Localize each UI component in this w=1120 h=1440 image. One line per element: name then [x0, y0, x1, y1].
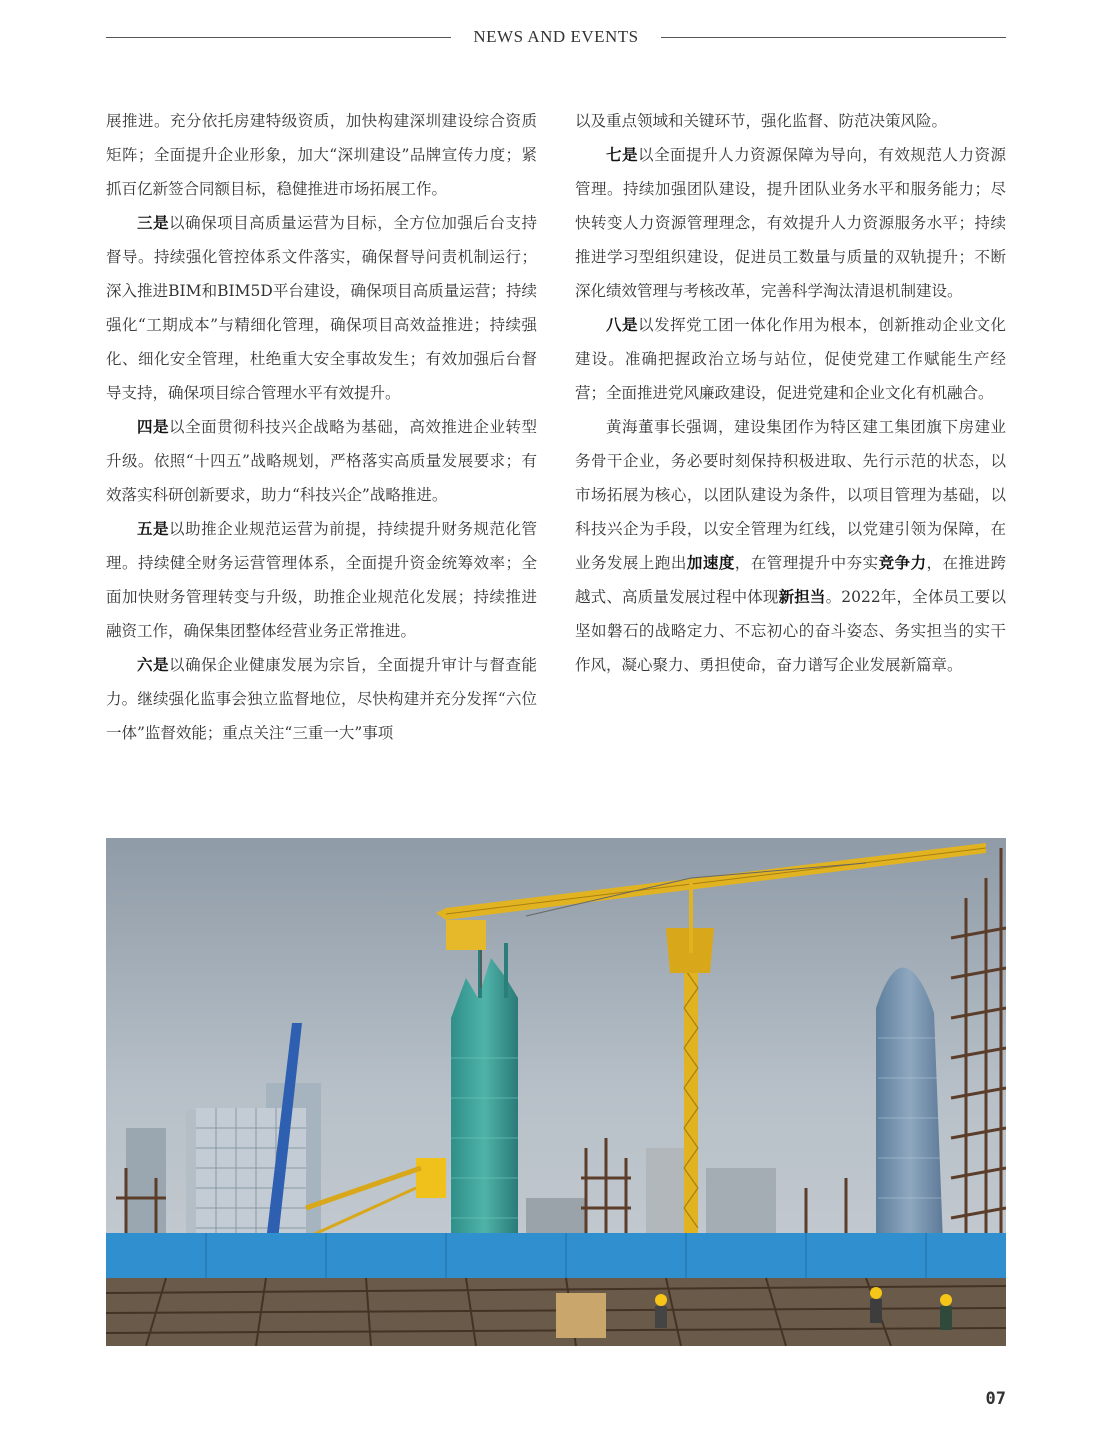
- left-column: [106, 104, 537, 794]
- text-run: ，在管理提升中夯实: [734, 554, 879, 572]
- article-body: [106, 104, 1006, 794]
- point-body: 以全面提升人力资源保障为导向，有效规范人力资源管理。持续加强团队建设，提升团队业务水平和服务能力；尽快转变人力资源管理理念，有效提升人力资源服务水平；持续推进学习型组织建设，促进员工数量与质量的双轨提升；不断深化绩效管理与考核改革，完善科学淘汰清退机制建设。: [575, 146, 1006, 300]
- text-run: ，在推进跨越式、高质量发展过程中体现: [575, 554, 1006, 606]
- paragraph-point-three: [106, 206, 537, 410]
- emphasis-responsibility: 新担当: [778, 587, 826, 606]
- point-lead: 七是: [606, 145, 639, 164]
- point-lead: 三是: [137, 213, 170, 232]
- point-body: 以发挥党工团一体化作用为根本，创新推动企业文化建设。准确把握政治立场与站位，促使党建工作赋能生产经营；全面推进党风廉政建设，促进党建和企业文化有机融合。: [575, 316, 1006, 402]
- text-run: 黄海董事长强调，建设集团作为特区建工集团旗下房建业务骨干企业，务必要时刻保持积极进取、先行示范的状态，以市场拓展为核心，以团队建设为条件，以项目管理为基础，以科技兴企为手段，以安全管理为红线，以党建引领为保障，在业务发展上跑出: [575, 418, 1006, 572]
- point-lead: 八是: [606, 315, 639, 334]
- page-header: [106, 22, 1006, 52]
- emphasis-competitiveness: 竞争力: [878, 553, 927, 572]
- point-body: 以确保项目高质量运营为目标，全方位加强后台支持督导。持续强化管控体系文件落实，确保督导问责机制运行；深入推进BIM和BIM5D平台建设，确保项目高质量运营；持续强化“工期成本”与精细化管理，确保项目高效益推进；持续强化、细化安全管理，杜绝重大安全事故发生；有效加强后台督导支持，确保项目综合管理水平有效提升。: [106, 214, 537, 402]
- photo-illustration: [106, 838, 1006, 1346]
- paragraph-point-eight: [575, 308, 1006, 410]
- point-lead: 五是: [137, 519, 170, 538]
- paragraph-continuation: 以及重点领域和关键环节，强化监督、防范决策风险。: [575, 112, 948, 130]
- paragraph-point-six: [106, 648, 537, 750]
- header-rule-right: [661, 37, 1006, 38]
- blue-hoarding: [106, 1233, 1006, 1283]
- point-lead: 六是: [137, 655, 170, 674]
- paragraph-point-four: [106, 410, 537, 512]
- emphasis-speed: 加速度: [686, 553, 735, 572]
- right-column: [575, 104, 1006, 794]
- paragraph-point-seven: [575, 138, 1006, 308]
- point-lead: 四是: [137, 417, 170, 436]
- section-title: NEWS AND EVENTS: [473, 27, 639, 46]
- point-body: 以助推企业规范运营为前提，持续提升财务规范化管理。持续健全财务运营管理体系，全面提升资金统筹效率；全面加快财务管理转变与升级，助推企业规范化发展；持续推进融资工作，确保集团整体经营业务正常推进。: [106, 520, 537, 640]
- paragraph-point-five: [106, 512, 537, 648]
- point-body: 以全面贯彻科技兴企战略为基础，高效推进企业转型升级。依照“十四五”战略规划，严格落实高质量发展要求；有效落实科研创新要求，助力“科技兴企”战略推进。: [106, 418, 537, 504]
- text-run: 。2022年，全体员工要以坚如磐石的战略定力、不忘初心的奋斗姿态、务实担当的实干作风，凝心聚力、勇担使命，奋力谱写企业发展新篇章。: [575, 588, 1006, 674]
- page-number: 07: [985, 1389, 1006, 1409]
- paragraph-market-expansion: 展推进。充分依托房建特级资质，加快构建深圳建设综合资质矩阵；全面提升企业形象，加大“深圳建设”品牌宣传力度；紧抓百亿新签合同额目标，稳健推进市场拓展工作。: [106, 112, 537, 198]
- paragraph-chairman-remarks: [575, 410, 1006, 682]
- header-rule-left: [106, 37, 451, 38]
- point-body: 以确保企业健康发展为宗旨，全面提升审计与督查能力。继续强化监事会独立监督地位，尽快构建并充分发挥“六位一体”监督效能；重点关注“三重一大”事项: [106, 656, 537, 742]
- tapered-skyscraper: [876, 968, 944, 1269]
- construction-site-photo: [106, 838, 1006, 1346]
